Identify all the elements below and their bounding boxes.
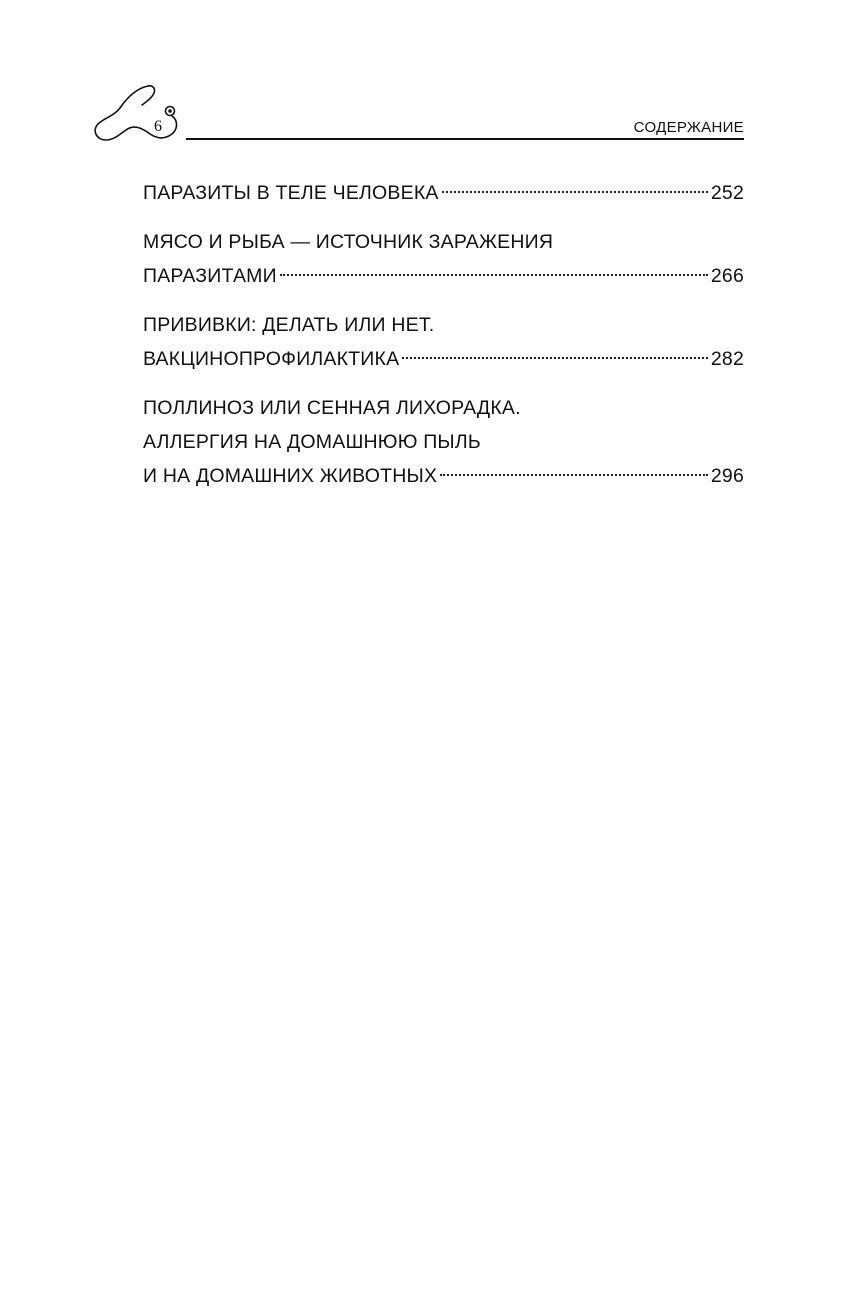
toc-entry[interactable]: [143, 308, 744, 376]
toc-entry-last-line: [143, 459, 744, 493]
toc-entry-last-line: [143, 176, 744, 210]
toc-entry[interactable]: [143, 225, 744, 293]
table-of-contents: [143, 176, 744, 508]
toc-entry-last-line: [143, 342, 744, 376]
toc-entry-title: ПАРАЗИТЫ В ТЕЛЕ ЧЕЛОВЕКА: [143, 182, 439, 204]
dot-leader: [442, 191, 708, 193]
toc-entry[interactable]: [143, 176, 744, 210]
dot-leader: [440, 474, 708, 476]
toc-entry-title-line: АЛЛЕРГИЯ НА ДОМАШНЮЮ ПЫЛЬ: [143, 431, 481, 453]
toc-page-number: 296: [710, 465, 744, 487]
toc-entry-title: ВАКЦИНОПРОФИЛАКТИКА: [143, 348, 400, 370]
running-title: СОДЕРЖАНИЕ: [633, 119, 744, 136]
toc-entry-last-line: [143, 259, 744, 293]
dot-leader: [402, 357, 708, 359]
toc-page-number: 282: [710, 348, 744, 370]
toc-entry-title: ПАРАЗИТАМИ: [143, 265, 277, 287]
toc-entry[interactable]: [143, 391, 744, 493]
toc-page-number: 266: [710, 265, 744, 287]
dot-leader: [280, 274, 708, 276]
toc-entry-title-line: МЯСО И РЫБА — ИСТОЧНИК ЗАРАЖЕНИЯ: [143, 231, 554, 253]
toc-entry-title: И НА ДОМАШНИХ ЖИВОТНЫХ: [143, 465, 438, 487]
toc-entry-title-line: ПРИВИВКИ: ДЕЛАТЬ ИЛИ НЕТ.: [143, 314, 435, 336]
stethoscope-icon: [90, 80, 200, 150]
toc-entry-title-line: ПОЛЛИНОЗ ИЛИ СЕННАЯ ЛИХОРАДКА.: [143, 397, 521, 419]
page-number: 6: [154, 118, 162, 135]
page-header: [90, 80, 750, 150]
header-rule: [186, 138, 744, 140]
toc-page-number: 252: [710, 182, 744, 204]
